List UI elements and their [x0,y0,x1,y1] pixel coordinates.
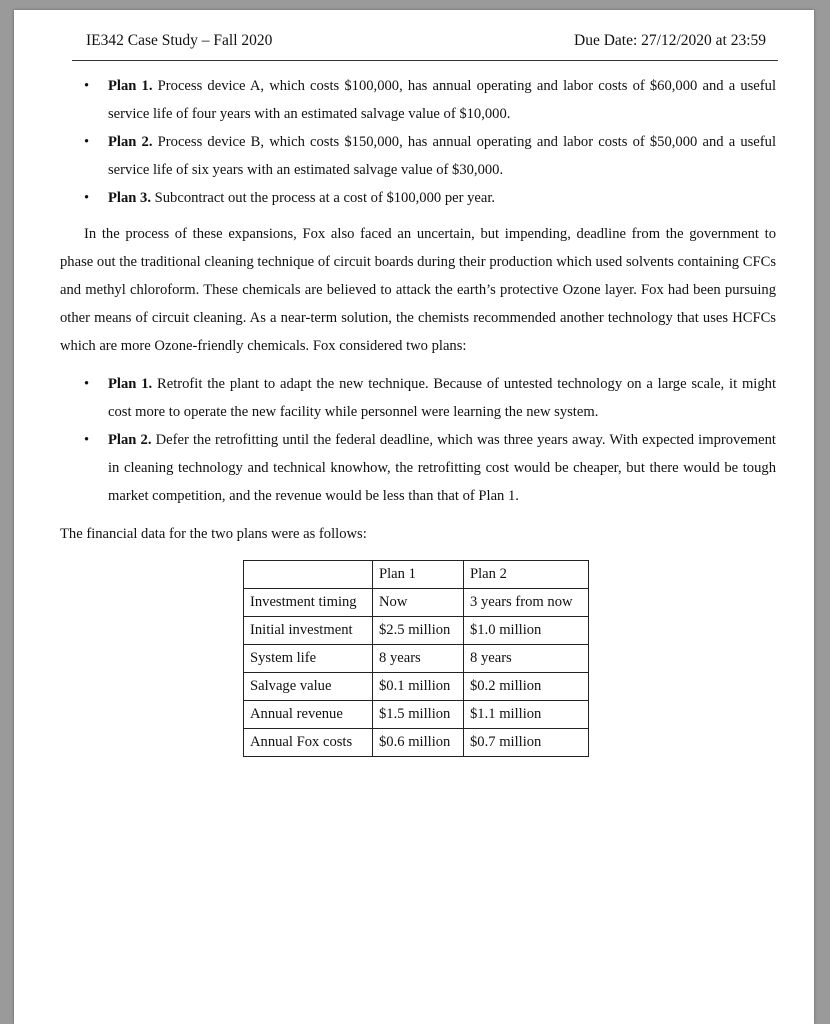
table-cell: Annual Fox costs [244,729,373,757]
plan-list-processing [60,72,776,212]
table-cell: 8 years [373,645,464,673]
table-header-cell: Plan 1 [373,561,464,589]
table-cell: 3 years from now [464,589,589,617]
table-header-row [244,561,589,589]
table-header-cell [244,561,373,589]
bullet-icon: • [84,190,90,206]
plan-description: Process device A, which costs $100,000, has annual operating and labor costs of $60,000 and a useful service life of four years with an estimated salvage value of $10,000. [108,78,776,122]
bullet-icon: • [84,432,90,448]
bullet-icon: • [84,78,90,94]
financial-intro: The financial data for the two plans were as follows: [60,526,367,542]
plan-description: Defer the retrofitting until the federal deadline, which was three years away. With expected improvement in cleaning technology and technical knowhow, the retrofitting cost would be cheaper, but there would be tough market competition, and the revenue would be less than that of Plan 1. [108,432,776,504]
table-row [244,673,589,701]
header-divider [72,60,778,61]
table-cell: $1.0 million [464,617,589,645]
plan-label: Plan 1. [108,376,153,392]
document-page [14,10,814,1024]
plan-description: Process device B, which costs $150,000, has annual operating and labor costs of $50,000 and a useful service life of six years with an estimated salvage value of $30,000. [108,134,776,178]
plan-label: Plan 2. [108,134,153,150]
plan-description: Retrofit the plant to adapt the new technique. Because of untested technology on a large scale, it might cost more to operate the new facility while personnel were learning the new system. [108,376,776,420]
table-cell: 8 years [464,645,589,673]
table-cell: $2.5 million [373,617,464,645]
plan-list-cleaning [60,370,776,510]
table-cell: Now [373,589,464,617]
table-cell: Annual revenue [244,701,373,729]
bullet-icon: • [84,376,90,392]
table-cell: $1.1 million [464,701,589,729]
plan-label: Plan 3. [108,190,151,206]
table-cell: $0.2 million [464,673,589,701]
table-row [244,589,589,617]
list-item [60,72,776,128]
table-cell: $0.1 million [373,673,464,701]
table-cell: $1.5 million [373,701,464,729]
table-row [244,645,589,673]
due-date: Due Date: 27/12/2020 at 23:59 [574,32,766,49]
bullet-icon: • [84,134,90,150]
table-cell: $0.7 million [464,729,589,757]
table-cell: Investment timing [244,589,373,617]
body-paragraph: In the process of these expansions, Fox also faced an uncertain, but impending, deadline from the government to phase out the traditional cleaning technique of circuit boards during their production which used solvents containing CFCs and methyl chloroform. These chemicals are believed to attack the earth’s protective Ozone layer. Fox had been pursuing other means of circuit cleaning. As a near-term solution, the chemists recommended another technology that uses HCFCs which are more Ozone-friendly chemicals. Fox considered two plans: [60,226,776,354]
list-item [60,184,776,212]
plan-label: Plan 2. [108,432,152,448]
document-body [60,72,776,757]
table-row [244,617,589,645]
table-cell: System life [244,645,373,673]
document-title: IE342 Case Study – Fall 2020 [86,32,273,49]
table-row [244,701,589,729]
table-cell: Salvage value [244,673,373,701]
plan-description: Subcontract out the process at a cost of $100,000 per year. [154,190,496,206]
list-item [60,426,776,510]
plan-label: Plan 1. [108,78,153,94]
table-header-cell: Plan 2 [464,561,589,589]
list-item [60,128,776,184]
list-item [60,370,776,426]
table-cell: Initial investment [244,617,373,645]
table-row [244,729,589,757]
table-cell: $0.6 million [373,729,464,757]
financial-data-table [243,560,589,757]
